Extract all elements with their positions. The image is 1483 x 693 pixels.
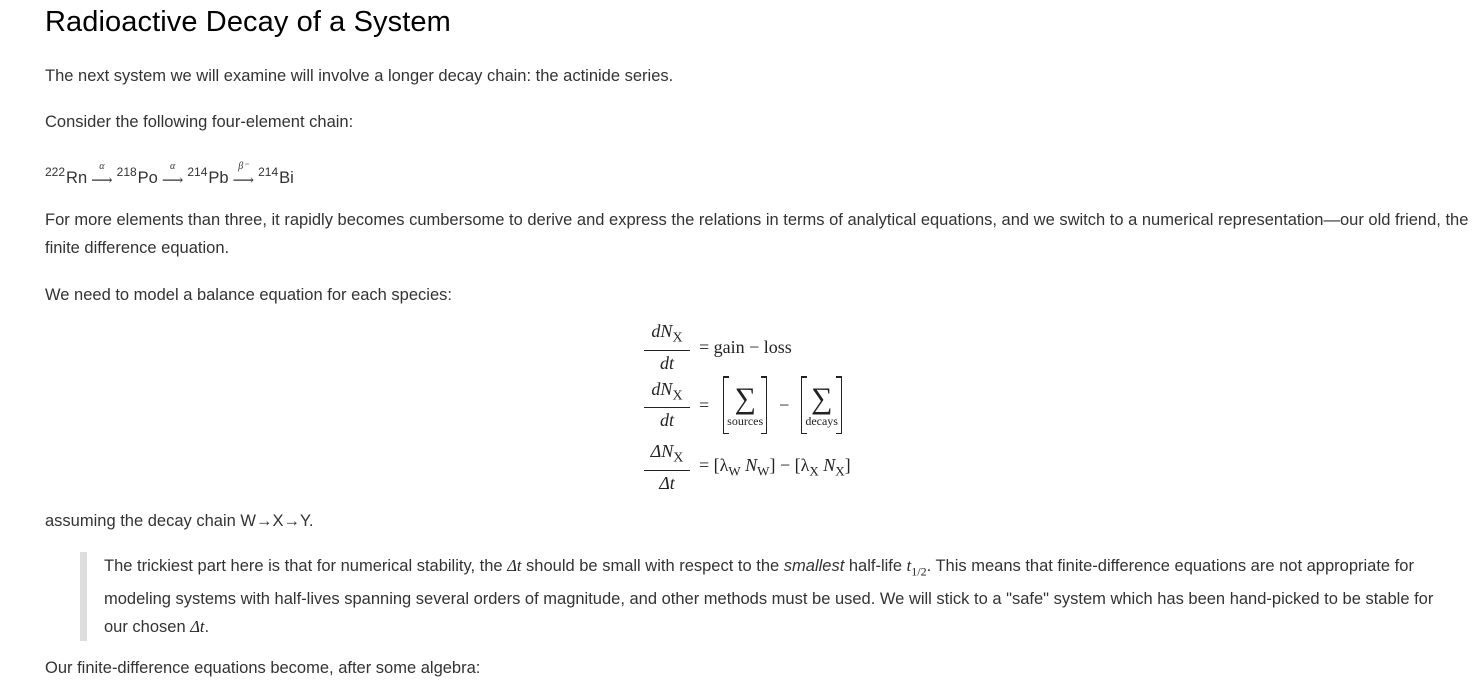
finite-difference-paragraph: Our finite-difference equations become, after some algebra: — [45, 659, 481, 677]
nuclide-bi: 214 Bi — [258, 165, 294, 187]
chain-intro-paragraph: Consider the following four-element chain: — [45, 113, 354, 131]
equation-sums: $\frac{dN_X}{dt}$ = ∑ sources − ∑ decays — [643, 376, 842, 434]
sum-icon: ∑ — [810, 381, 833, 415]
right-arrow-icon: ⟶ — [161, 171, 184, 189]
right-arrow-icon: ⟶ — [91, 171, 113, 189]
derivative-fraction: $\frac{dN_X}{dt}$ — [643, 378, 691, 433]
beta-arrow: β⁻ ⟶ — [232, 161, 255, 189]
decay-chain — [45, 152, 294, 188]
intro-paragraph: The next system we will examine will involve a longer decay chain: the actinide series. — [45, 67, 674, 85]
assumption-paragraph: assuming the decay chain W→X→Y. — [45, 512, 314, 530]
sum-icon: ∑ — [734, 381, 756, 415]
equation-finite-difference: $\frac{\Delta N_X}{\Delta t}$ = [$\lambda_W$ $N_W] - [\lambda_X$ $N_X$] — [643, 440, 851, 495]
numerical-paragraph: For more elements than three, it rapidly becomes cumbersome to derive and express the relations in terms of analytical equations, and we switch to a numerical representation—our old friend, the finite difference equation. — [45, 211, 1469, 257]
balance-paragraph: We need to model a balance equation for each species: — [45, 286, 452, 304]
derivative-fraction: $\frac{dN_X}{dt}$ — [643, 320, 691, 375]
stability-note-blockquote: The trickiest part here is that for numerical stability, the Δt should be small with respect to the smallest half-life $t_{1/2}$. This means that finite-difference equations are not appropriate for modeling systems with half-lives spanning several orders of magnitude, and other methods must be used. We will stick to a "safe" system which has been hand-picked to be stable for our chosen Δt. — [80, 552, 1444, 641]
nuclide-rn: 222 Rn — [45, 165, 88, 187]
right-arrow-icon: ⟶ — [232, 171, 255, 189]
equation-gain-loss: $\frac{dN_X}{dt}$ = gain − loss — [643, 320, 792, 375]
page-title: Radioactive Decay of a System — [45, 6, 451, 38]
alpha-arrow-1: α ⟶ — [91, 161, 113, 189]
nuclide-pb: 214 Pb — [187, 165, 229, 187]
alpha-arrow-2: α ⟶ — [161, 161, 184, 189]
difference-fraction: $\frac{\Delta N_X}{\Delta t}$ — [643, 440, 691, 495]
sources-bracket: ∑ sources — [723, 376, 767, 434]
decays-bracket: ∑ decays — [801, 376, 842, 434]
nuclide-po: 218 Po — [116, 165, 158, 187]
